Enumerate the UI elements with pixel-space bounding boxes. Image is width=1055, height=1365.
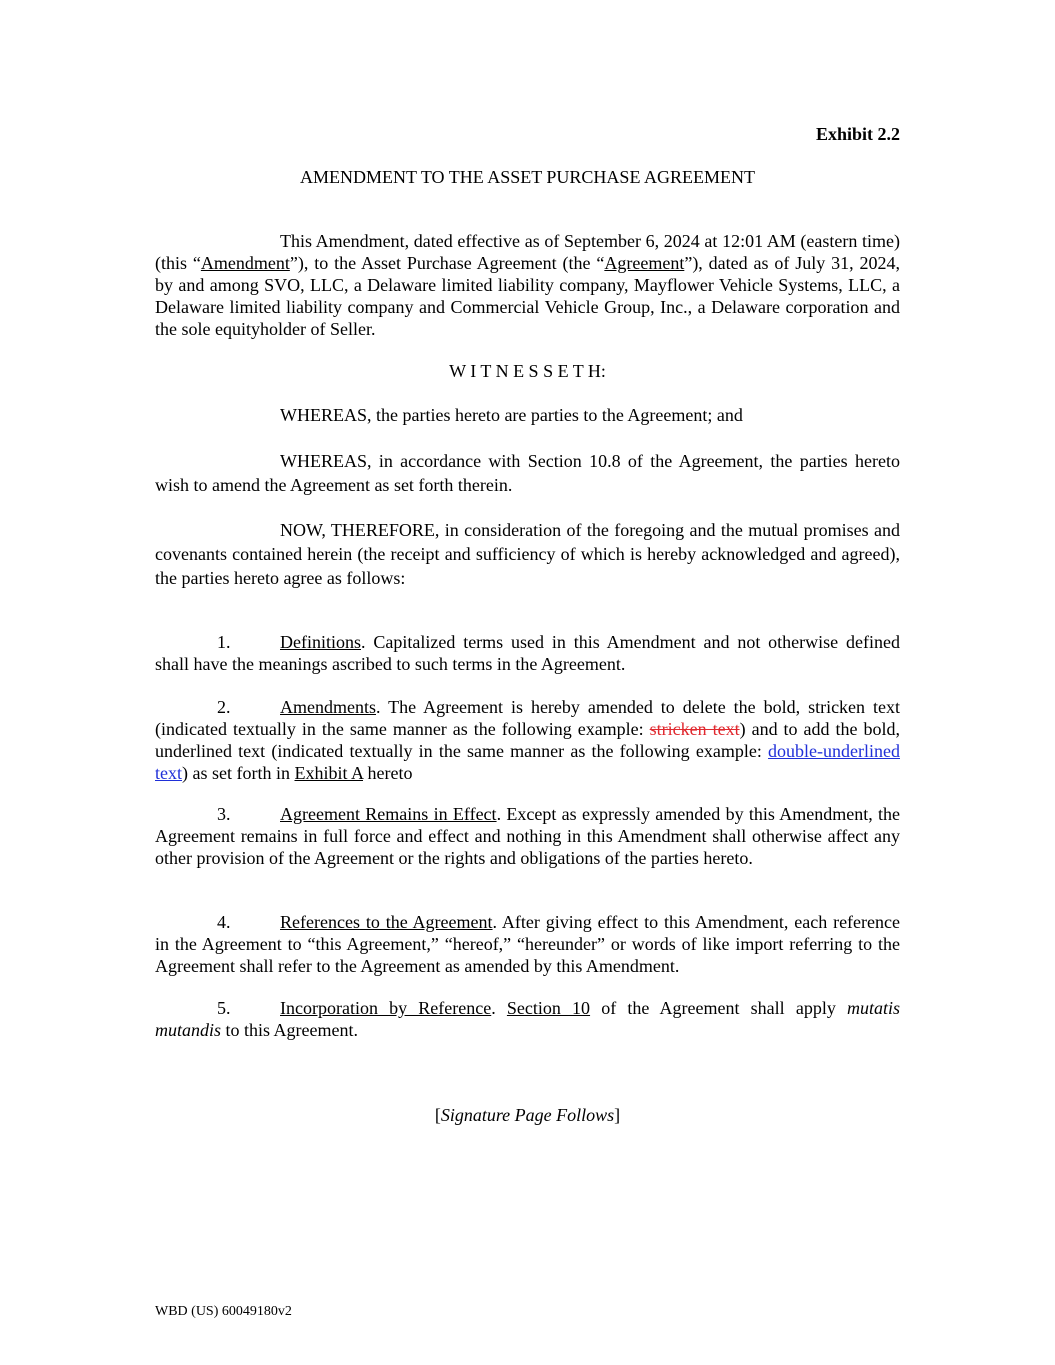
section-5-text-c: to this Agreement. xyxy=(221,1020,358,1040)
section-5-text-a: . xyxy=(491,998,507,1018)
section-4-number: 4. xyxy=(217,912,231,932)
section-3-number: 3. xyxy=(217,804,231,824)
exhibit-label: Exhibit 2.2 xyxy=(815,124,900,144)
section-5 xyxy=(155,997,900,1041)
section-2-text-d: hereto xyxy=(363,763,413,783)
section-10-reference: Section 10 xyxy=(506,998,591,1018)
intro-text-3: ”), dated as of July 31, 2024, by and among SVO, LLC, a Delaware limited liability company, Mayflower Vehicle Systems, LLC, a Delaware limited liability company and Commercial Vehicle Group, Inc., a Delaware corporation and the sole equityholder of Seller. xyxy=(155,253,901,339)
intro-text-1: This Amendment, dated effective as of September 6, 2024 at 12:01 AM (eastern time) (this “ xyxy=(155,231,900,273)
amendment-defined-term: Amendment xyxy=(200,253,290,273)
document-footer-id: WBD (US) 60049180v2 xyxy=(155,1304,292,1319)
double-underlined-example: double-underlined text xyxy=(155,741,900,783)
section-2-text-c: ) as set forth in xyxy=(182,763,295,783)
witnesseth-heading: W I T N E S S E T H: xyxy=(449,361,606,381)
section-2 xyxy=(155,696,900,784)
section-5-number: 5. xyxy=(217,998,231,1018)
signature-page-note xyxy=(155,1105,900,1126)
section-3-heading: Agreement Remains in Effect xyxy=(280,804,497,824)
section-1 xyxy=(155,631,900,675)
section-4 xyxy=(155,911,900,977)
section-4-text: . After giving effect to this Amendment, each reference in the Agreement to “this Agreement,” “hereof,” “hereunder” or words of like import referring to the Agreement shall refer to the Agreement as amended by this Amendment. xyxy=(155,912,901,976)
section-2-text-a: . The Agreement is hereby amended to delete the bold, stricken text (indicated textually in the same manner as the following example: xyxy=(155,697,900,739)
whereas-1: WHEREAS, the parties hereto are parties to the Agreement; and xyxy=(280,405,743,425)
section-2-heading: Amendments xyxy=(280,697,376,717)
whereas-2: WHEREAS, in accordance with Section 10.8 of the Agreement, the parties hereto wish to amend the Agreement as set forth therein. xyxy=(155,451,900,495)
section-3-text: . Except as expressly amended by this Amendment, the Agreement remains in full force and effect and nothing in this Amendment shall otherwise affect any other provision of the Agreement or the rights and obligations of the parties hereto. xyxy=(155,804,901,868)
section-5-heading: Incorporation by Reference xyxy=(280,998,492,1018)
agreement-defined-term: Agreement xyxy=(604,253,685,273)
section-1-text: . Capitalized terms used in this Amendment and not otherwise defined shall have the meanings ascribed to such terms in the Agreement. xyxy=(155,632,900,674)
section-1-heading: Definitions xyxy=(280,632,361,652)
stricken-example: stricken text xyxy=(649,719,740,739)
signature-text: Signature Page Follows xyxy=(440,1105,615,1125)
document-title: AMENDMENT TO THE ASSET PURCHASE AGREEMENT xyxy=(300,167,755,187)
mutatis-mutandis: mutatis mutandis xyxy=(155,998,900,1040)
section-5-text-b: of the Agreement shall apply xyxy=(590,998,847,1018)
section-2-text-b: ) and to add the bold, underlined text (indicated textually in the same manner as the following example: xyxy=(155,719,900,761)
intro-paragraph xyxy=(155,230,900,340)
now-therefore-paragraph: NOW, THEREFORE, in consideration of the foregoing and the mutual promises and covenants contained herein (the receipt and sufficiency of which is hereby acknowledged and agreed), the parties hereto agree as follows: xyxy=(155,520,900,588)
signature-bracket-close: ] xyxy=(614,1105,621,1125)
signature-bracket-open: [ xyxy=(434,1105,441,1125)
section-4-heading: References to the Agreement xyxy=(280,912,493,932)
intro-text-2: ”), to the Asset Purchase Agreement (the “ xyxy=(289,253,605,273)
exhibit-a-reference: Exhibit A xyxy=(294,763,363,783)
section-2-number: 2. xyxy=(217,697,231,717)
section-1-number: 1. xyxy=(217,632,231,652)
section-3 xyxy=(155,803,900,869)
